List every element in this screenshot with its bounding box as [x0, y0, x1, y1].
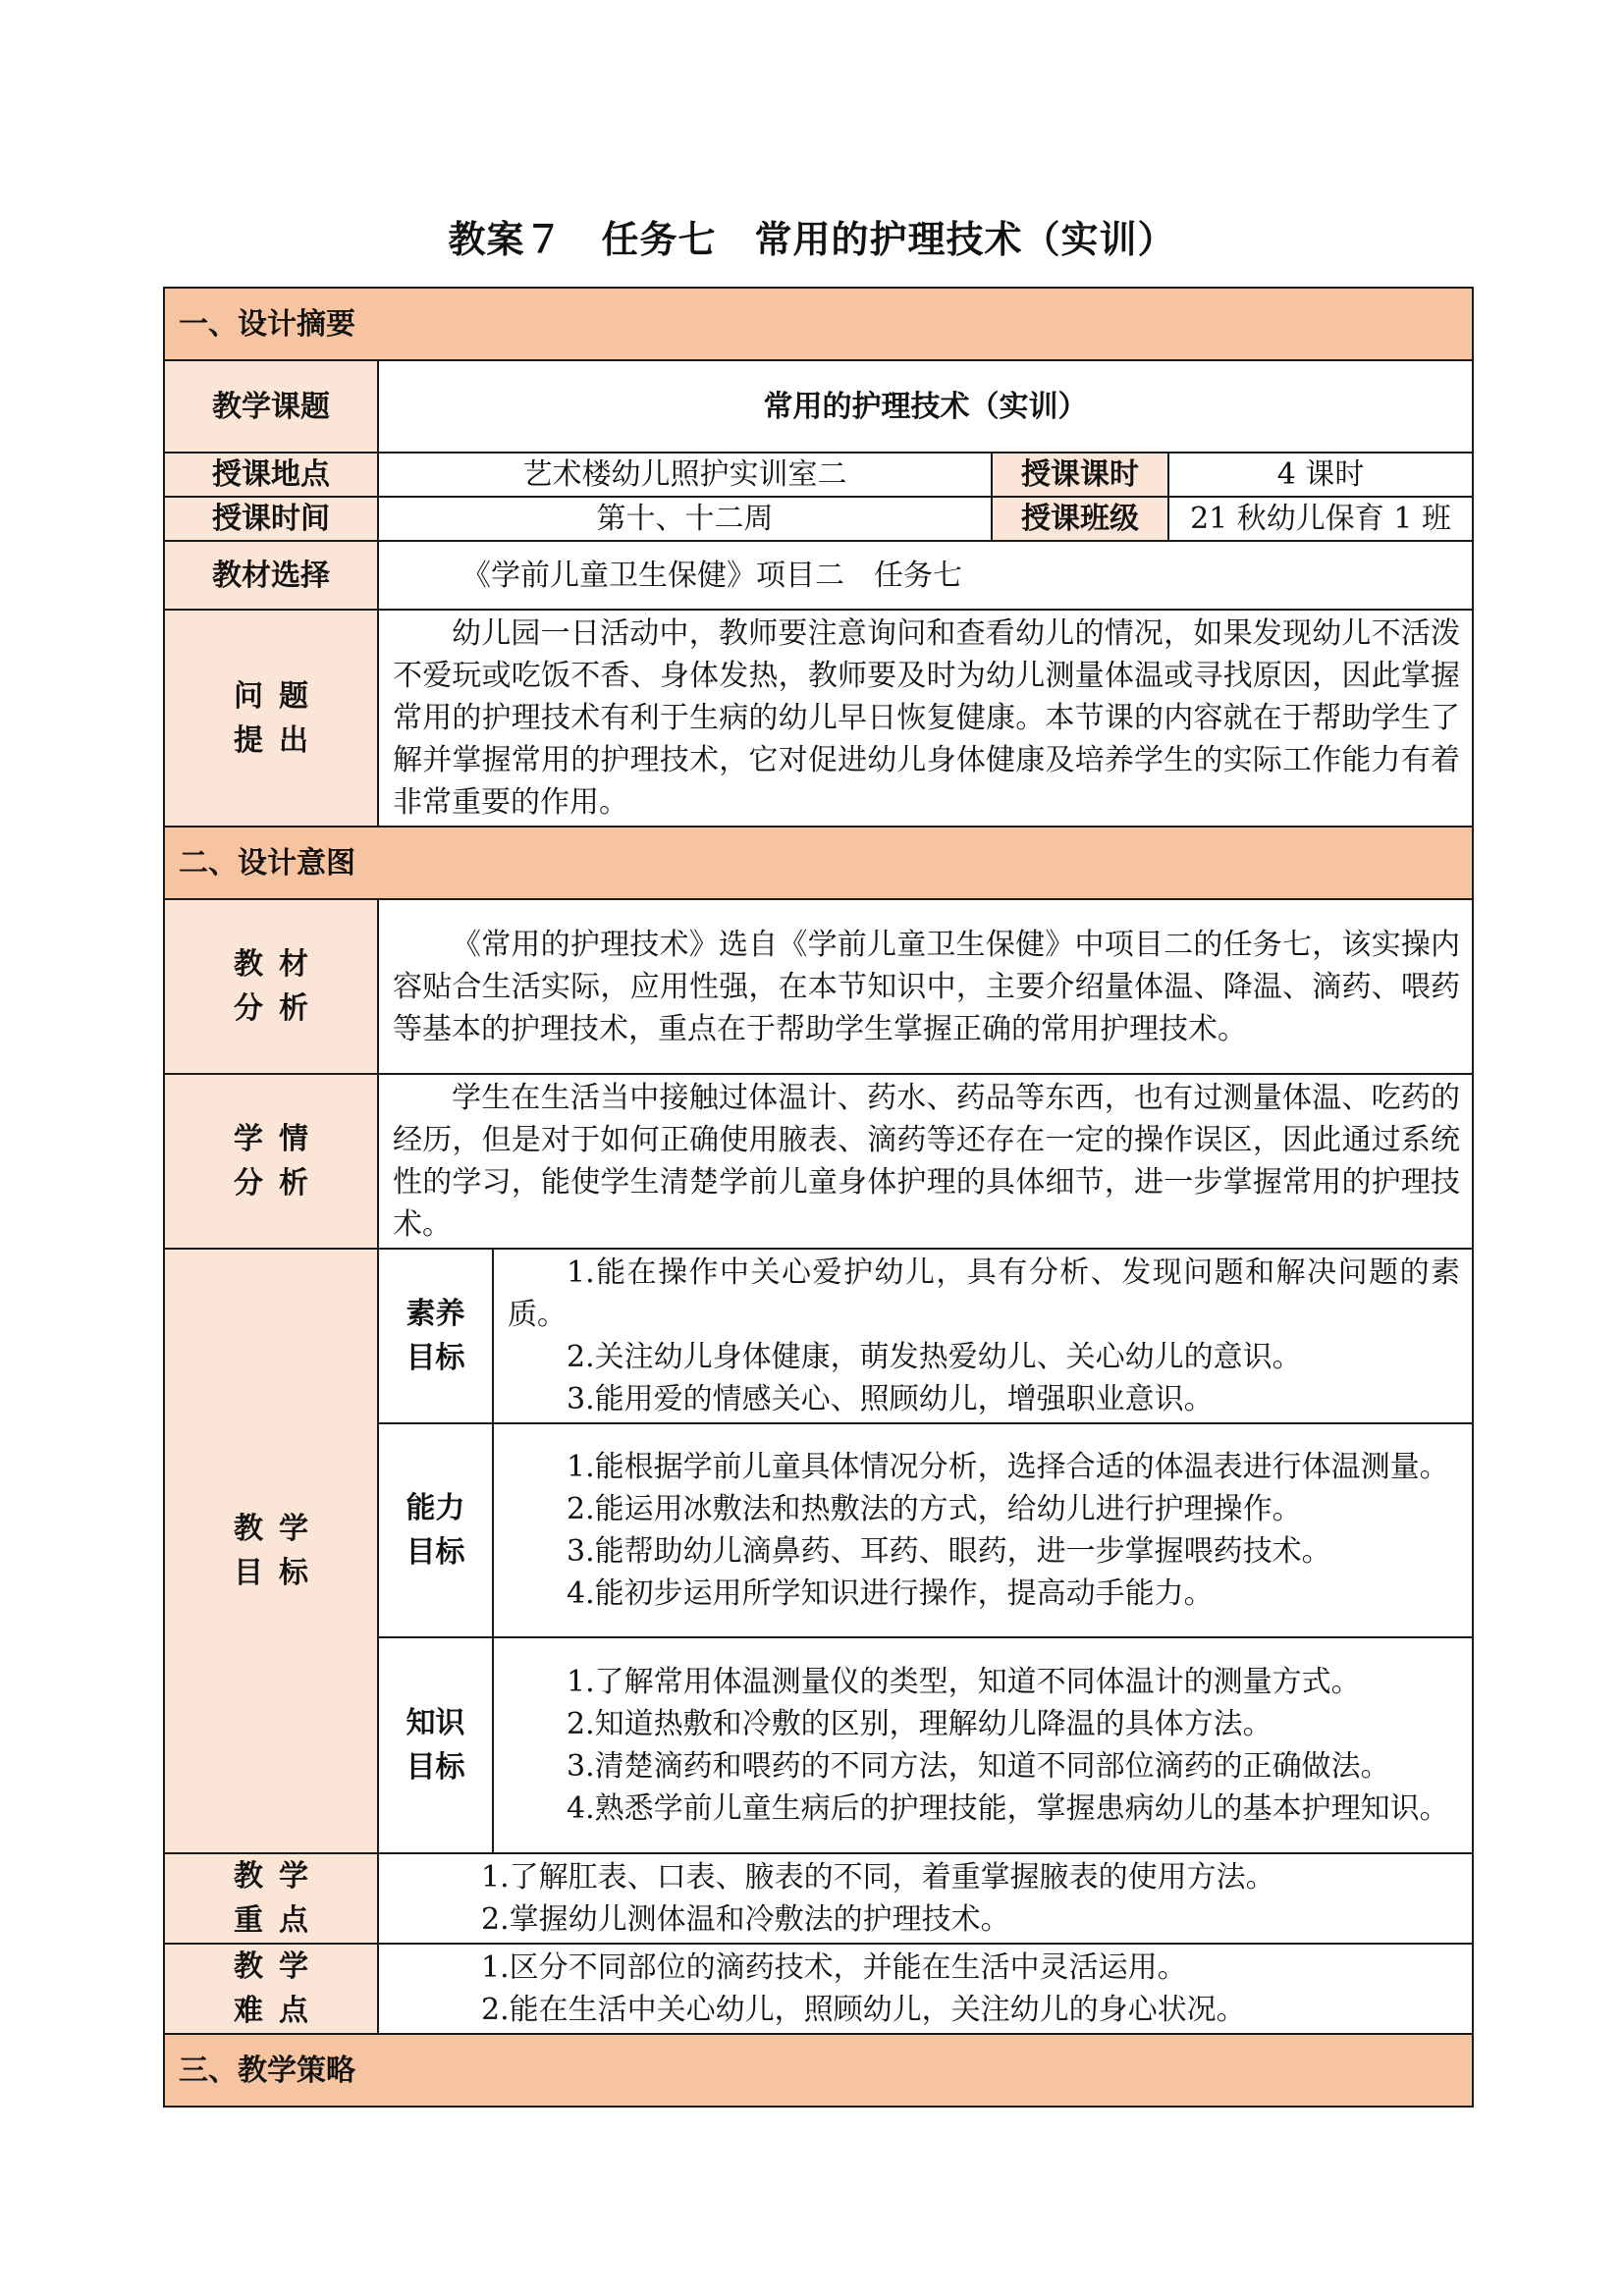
row-location: [164, 453, 1473, 497]
literacy-goals-list: [493, 1249, 1473, 1423]
ability-goals-list: [493, 1423, 1473, 1637]
document-title: 教案７ 任务七 常用的护理技术（实训）: [448, 217, 1176, 261]
textbook-value: 《学前儿童卫生保健》项目二 任务七: [378, 541, 1473, 610]
row-key-points: [164, 1853, 1473, 1944]
list-item: 4.熟悉学前儿童生病后的护理技能，掌握患病幼儿的基本护理知识。: [567, 1791, 1449, 1826]
list-item: 1.了解肛表、口表、腋表的不同，着重掌握腋表的使用方法。: [481, 1860, 1275, 1895]
hours-value: 4 课时: [1168, 453, 1473, 497]
list-item: 2.能在生活中关心幼儿，照顾幼儿，关注幼儿的身心状况。: [481, 1993, 1246, 2027]
key-points-label: 教学 重点: [164, 1853, 378, 1944]
list-item: 1.能根据学前儿童具体情况分析，选择合适的体温表进行体温测量。: [567, 1450, 1449, 1484]
material-analysis-label: 教材 分析: [164, 899, 378, 1074]
topic-label: 教学课题: [164, 360, 378, 453]
list-item: 3.清楚滴药和喂药的不同方法，知道不同部位滴药的正确做法。: [567, 1749, 1390, 1784]
material-analysis-text: 《常用的护理技术》选自《学前儿童卫生保健》中项目二的任务七，该实操内容贴合生活实际，应用性强，在本节知识中，主要介绍量体温、降温、滴药、喂药等基本的护理技术，重点在于帮助学生掌握正确的常用护理技术。: [378, 899, 1473, 1074]
list-item: 2.掌握幼儿测体温和冷敷法的护理技术。: [481, 1902, 1010, 1937]
problem-text: 幼儿园一日活动中，教师要注意询问和查看幼儿的情况，如果发现幼儿不活泼不爱玩或吃饭不香、身体发热，教师要及时为幼儿测量体温或寻找原因，因此掌握常用的护理技术有利于生病的幼儿早日恢复健康。本节课的内容就在于帮助学生了解并掌握常用的护理技术，它对促进幼儿身体健康及培养学生的实际工作能力有着非常重要的作用。: [378, 610, 1473, 827]
section-heading: 一、设计摘要: [164, 288, 1473, 360]
problem-label: 问题 提出: [164, 610, 378, 827]
list-item: 4.能初步运用所学知识进行操作，提高动手能力。: [567, 1576, 1214, 1611]
row-textbook: [164, 541, 1473, 610]
list-item: 3.能用爱的情感关心、照顾幼儿，增强职业意识。: [567, 1382, 1214, 1416]
list-item: 1.能在操作中关心爱护幼儿，具有分析、发现问题和解决问题的素质。: [508, 1255, 1461, 1332]
knowledge-goals-label: 知识 目标: [378, 1637, 493, 1853]
row-time: [164, 497, 1473, 541]
row-topic: [164, 360, 1473, 453]
lesson-plan-table: [163, 287, 1474, 2108]
teaching-goals-label: 教学 目标: [164, 1249, 378, 1853]
difficulties-label: 教学 难点: [164, 1944, 378, 2034]
time-label: 授课时间: [164, 497, 378, 541]
class-label: 授课班级: [992, 497, 1168, 541]
ability-goals-label: 能力 目标: [378, 1423, 493, 1637]
student-analysis-text: 学生在生活当中接触过体温计、药水、药品等东西，也有过测量体温、吃药的经历，但是对于如何正确使用腋表、滴药等还存在一定的操作误区，因此通过系统性的学习，能使学生清楚学前儿童身体护理的具体细节，进一步掌握常用的护理技术。: [378, 1074, 1473, 1249]
time-value: 第十、十二周: [378, 497, 992, 541]
row-student-analysis: [164, 1074, 1473, 1249]
list-item: 2.知道热敷和冷敷的区别，理解幼儿降温的具体方法。: [567, 1707, 1272, 1741]
list-item: 2.关注幼儿身体健康，萌发热爱幼儿、关心幼儿的意识。: [567, 1340, 1302, 1374]
list-item: 1.区分不同部位的滴药技术，并能在生活中灵活运用。: [481, 1950, 1187, 1985]
textbook-label: 教材选择: [164, 541, 378, 610]
topic-value: 常用的护理技术（实训）: [378, 360, 1473, 453]
student-analysis-label: 学情 分析: [164, 1074, 378, 1249]
literacy-goals-label: 素养 目标: [378, 1249, 493, 1423]
row-problem: [164, 610, 1473, 827]
row-difficulties: [164, 1944, 1473, 2034]
row-material-analysis: [164, 899, 1473, 1074]
list-item: 2.能运用冰敷法和热敷法的方式，给幼儿进行护理操作。: [567, 1492, 1302, 1526]
section-design-intent: [164, 827, 1473, 899]
key-points-list: [378, 1853, 1473, 1944]
class-value: 21 秋幼儿保育 1 班: [1168, 497, 1473, 541]
location-label: 授课地点: [164, 453, 378, 497]
hours-label: 授课课时: [992, 453, 1168, 497]
location-value: 艺术楼幼儿照护实训室二: [378, 453, 992, 497]
difficulties-list: [378, 1944, 1473, 2034]
list-item: 1.了解常用体温测量仪的类型，知道不同体温计的测量方式。: [567, 1665, 1361, 1699]
section-heading: 二、设计意图: [164, 827, 1473, 899]
list-item: 3.能帮助幼儿滴鼻药、耳药、眼药，进一步掌握喂药技术。: [567, 1534, 1331, 1569]
knowledge-goals-list: [493, 1637, 1473, 1853]
section-design-summary: [164, 288, 1473, 360]
section-heading: 三、教学策略: [164, 2034, 1473, 2107]
row-literacy-goals: [164, 1249, 1473, 1423]
section-teaching-strategy: [164, 2034, 1473, 2107]
